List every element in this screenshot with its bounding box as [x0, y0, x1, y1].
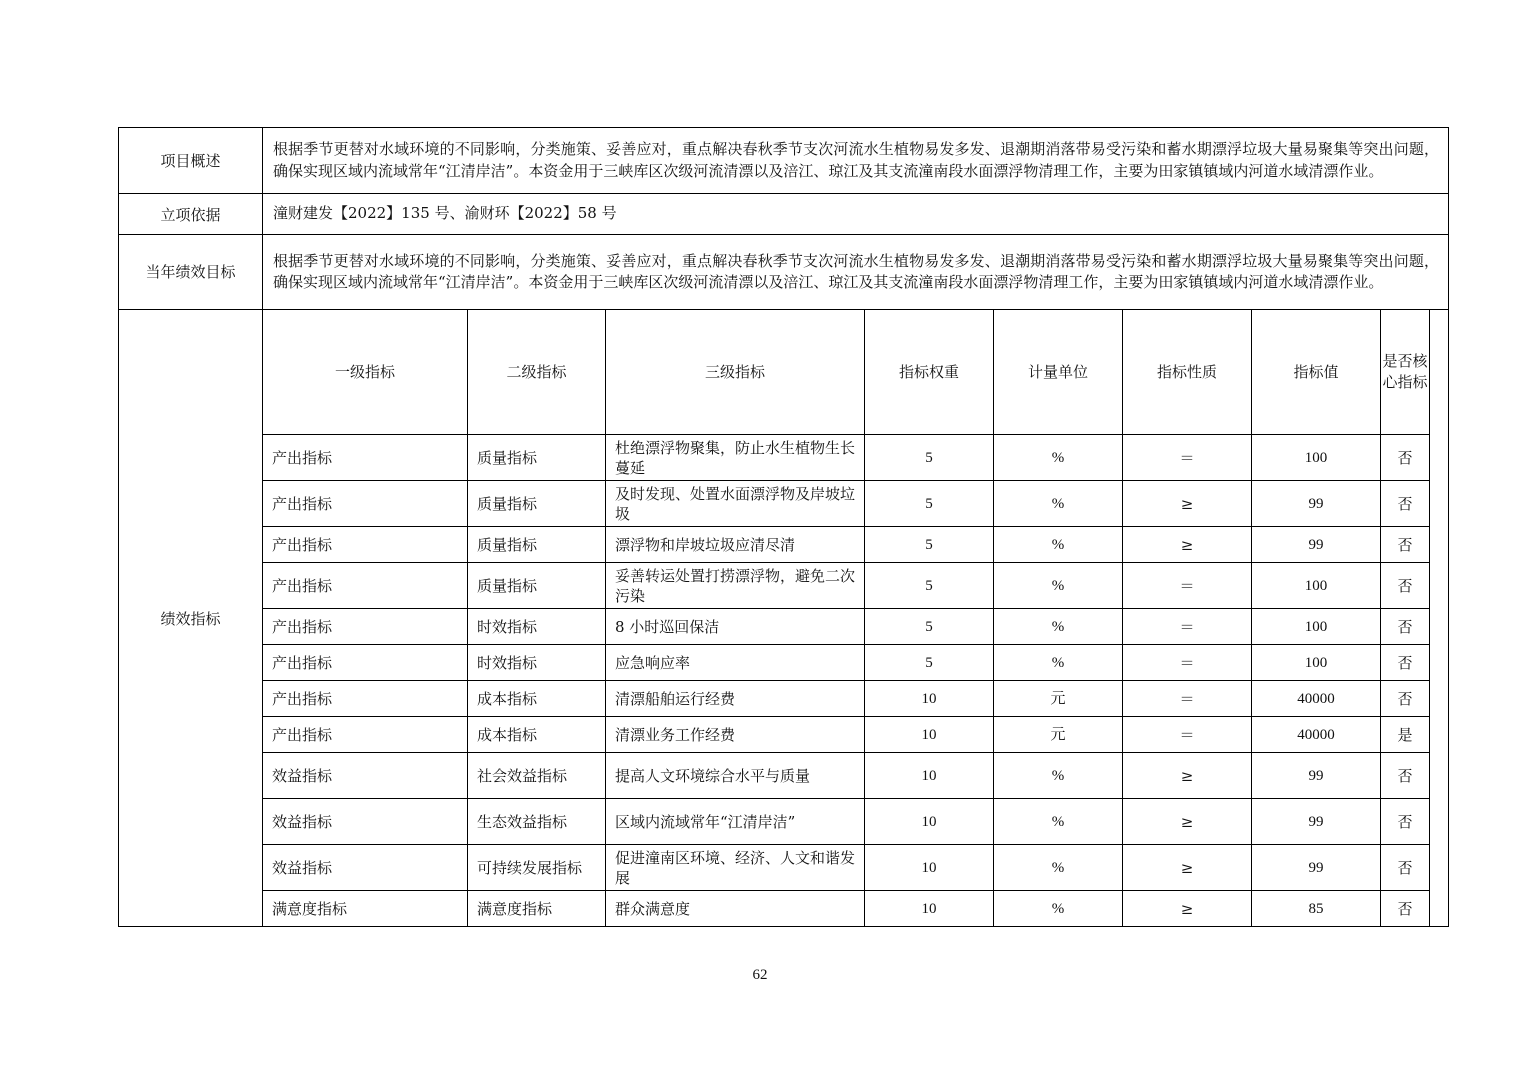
- table-row: [263, 481, 1430, 527]
- metrics-table: [262, 309, 1430, 927]
- unit-cell: %: [994, 563, 1123, 609]
- level2-cell: 可持续发展指标: [468, 845, 606, 891]
- unit-cell: 元: [994, 681, 1123, 717]
- core-cell: 是: [1381, 717, 1430, 753]
- basis-row: [119, 194, 1449, 235]
- nature-cell: ≥: [1123, 799, 1252, 845]
- core-cell: 否: [1381, 681, 1430, 717]
- metrics-body: [263, 435, 1430, 927]
- core-cell: 否: [1381, 435, 1430, 481]
- core-cell: 否: [1381, 609, 1430, 645]
- level1-cell: 产出指标: [263, 681, 468, 717]
- core-cell: 否: [1381, 845, 1430, 891]
- weight-cell: 10: [865, 845, 994, 891]
- level3-cell: 促进潼南区环境、经济、人文和谐发展: [606, 845, 865, 891]
- goal-label: 当年绩效目标: [119, 235, 263, 310]
- table-row: [263, 527, 1430, 563]
- value-cell: 100: [1252, 609, 1381, 645]
- value-cell: 100: [1252, 645, 1381, 681]
- weight-cell: 10: [865, 681, 994, 717]
- unit-cell: %: [994, 527, 1123, 563]
- page-number: 62: [752, 967, 768, 983]
- level2-cell: 成本指标: [468, 681, 606, 717]
- header-weight: 指标权重: [865, 310, 994, 435]
- header-core: 是否核心指标: [1381, 310, 1430, 435]
- unit-cell: %: [994, 891, 1123, 927]
- table-row: [263, 753, 1430, 799]
- level1-cell: 产出指标: [263, 563, 468, 609]
- level2-cell: 社会效益指标: [468, 753, 606, 799]
- weight-cell: 10: [865, 799, 994, 845]
- core-cell: 否: [1381, 645, 1430, 681]
- level2-cell: 成本指标: [468, 717, 606, 753]
- nature-cell: ＝: [1123, 563, 1252, 609]
- overview-text: 根据季节更替对水域环境的不同影响，分类施策、妥善应对，重点解决春秋季节支次河流水生植物易发多发、退潮期消落带易受污染和蓄水期漂浮垃圾大量易聚集等突出问题，确保实现区域内流域常年“江清岸洁”。本资金用于三峡库区次级河流清漂以及涪江、琼江及其支流潼南段水面漂浮物清理工作，主要为田家镇镇域内河道水域清漂作业。: [263, 128, 1449, 194]
- table-row: [263, 799, 1430, 845]
- goal-text: 根据季节更替对水域环境的不同影响，分类施策、妥善应对，重点解决春秋季节支次河流水生植物易发多发、退潮期消落带易受污染和蓄水期漂浮垃圾大量易聚集等突出问题，确保实现区域内流域常年“江清岸洁”。本资金用于三峡库区次级河流清漂以及涪江、琼江及其支流潼南段水面漂浮物清理工作，主要为田家镇镇域内河道水域清漂作业。: [263, 235, 1449, 310]
- value-cell: 40000: [1252, 717, 1381, 753]
- unit-cell: 元: [994, 717, 1123, 753]
- nature-cell: ≥: [1123, 527, 1252, 563]
- nature-cell: ≥: [1123, 845, 1252, 891]
- unit-cell: %: [994, 435, 1123, 481]
- nature-cell: ≥: [1123, 481, 1252, 527]
- level2-cell: 生态效益指标: [468, 799, 606, 845]
- nature-cell: ＝: [1123, 435, 1252, 481]
- level2-cell: 时效指标: [468, 609, 606, 645]
- level2-cell: 时效指标: [468, 645, 606, 681]
- metrics-cell: [263, 310, 1449, 927]
- unit-cell: %: [994, 645, 1123, 681]
- nature-cell: ＝: [1123, 645, 1252, 681]
- header-level3: 三级指标: [606, 310, 865, 435]
- core-cell: 否: [1381, 527, 1430, 563]
- weight-cell: 5: [865, 563, 994, 609]
- value-cell: 40000: [1252, 681, 1381, 717]
- goal-row: [119, 235, 1449, 310]
- metrics-header-row: [263, 310, 1430, 435]
- weight-cell: 5: [865, 435, 994, 481]
- nature-cell: ＝: [1123, 717, 1252, 753]
- level3-cell: 妥善转运处置打捞漂浮物，避免二次污染: [606, 563, 865, 609]
- value-cell: 99: [1252, 527, 1381, 563]
- level2-cell: 质量指标: [468, 563, 606, 609]
- level2-cell: 满意度指标: [468, 891, 606, 927]
- header-level2: 二级指标: [468, 310, 606, 435]
- level3-cell: 区域内流域常年“江清岸洁”: [606, 799, 865, 845]
- weight-cell: 5: [865, 645, 994, 681]
- weight-cell: 10: [865, 717, 994, 753]
- level3-cell: 漂浮物和岸坡垃圾应清尽清: [606, 527, 865, 563]
- weight-cell: 10: [865, 753, 994, 799]
- unit-cell: %: [994, 481, 1123, 527]
- level1-cell: 效益指标: [263, 845, 468, 891]
- table-row: [263, 681, 1430, 717]
- nature-cell: ≥: [1123, 753, 1252, 799]
- unit-cell: %: [994, 845, 1123, 891]
- value-cell: 99: [1252, 481, 1381, 527]
- level3-cell: 及时发现、处置水面漂浮物及岸坡垃圾: [606, 481, 865, 527]
- header-unit: 计量单位: [994, 310, 1123, 435]
- core-cell: 否: [1381, 481, 1430, 527]
- value-cell: 99: [1252, 845, 1381, 891]
- weight-cell: 10: [865, 891, 994, 927]
- level3-cell: 应急响应率: [606, 645, 865, 681]
- value-cell: 99: [1252, 753, 1381, 799]
- table-row: [263, 563, 1430, 609]
- level1-cell: 产出指标: [263, 527, 468, 563]
- basis-label: 立项依据: [119, 194, 263, 235]
- value-cell: 85: [1252, 891, 1381, 927]
- core-cell: 否: [1381, 753, 1430, 799]
- level3-cell: 清漂业务工作经费: [606, 717, 865, 753]
- value-cell: 100: [1252, 563, 1381, 609]
- overview-label: 项目概述: [119, 128, 263, 194]
- value-cell: 99: [1252, 799, 1381, 845]
- level3-cell: 群众满意度: [606, 891, 865, 927]
- unit-cell: %: [994, 753, 1123, 799]
- level3-cell: 8 小时巡回保洁: [606, 609, 865, 645]
- level1-cell: 产出指标: [263, 609, 468, 645]
- level3-cell: 清漂船舶运行经费: [606, 681, 865, 717]
- weight-cell: 5: [865, 527, 994, 563]
- header-level1: 一级指标: [263, 310, 468, 435]
- core-cell: 否: [1381, 563, 1430, 609]
- unit-cell: %: [994, 609, 1123, 645]
- header-nature: 指标性质: [1123, 310, 1252, 435]
- level1-cell: 效益指标: [263, 753, 468, 799]
- core-cell: 否: [1381, 799, 1430, 845]
- level2-cell: 质量指标: [468, 527, 606, 563]
- weight-cell: 5: [865, 609, 994, 645]
- header-value: 指标值: [1252, 310, 1381, 435]
- unit-cell: %: [994, 799, 1123, 845]
- level3-cell: 杜绝漂浮物聚集，防止水生植物生长蔓延: [606, 435, 865, 481]
- table-row: [263, 717, 1430, 753]
- nature-cell: ≥: [1123, 891, 1252, 927]
- basis-text: 潼财建发【2022】135 号、渝财环【2022】58 号: [263, 194, 1449, 235]
- table-row: [263, 845, 1430, 891]
- table-row: [263, 645, 1430, 681]
- nature-cell: ＝: [1123, 681, 1252, 717]
- weight-cell: 5: [865, 481, 994, 527]
- level1-cell: 产出指标: [263, 435, 468, 481]
- level1-cell: 产出指标: [263, 645, 468, 681]
- metrics-row: [119, 310, 1449, 927]
- table-row: [263, 609, 1430, 645]
- metrics-label: 绩效指标: [119, 310, 263, 927]
- level2-cell: 质量指标: [468, 481, 606, 527]
- table-row: [263, 435, 1430, 481]
- value-cell: 100: [1252, 435, 1381, 481]
- level1-cell: 满意度指标: [263, 891, 468, 927]
- level3-cell: 提高人文环境综合水平与质量: [606, 753, 865, 799]
- nature-cell: ＝: [1123, 609, 1252, 645]
- core-cell: 否: [1381, 891, 1430, 927]
- project-performance-table: [118, 127, 1449, 927]
- level1-cell: 效益指标: [263, 799, 468, 845]
- level1-cell: 产出指标: [263, 481, 468, 527]
- table-row: [263, 891, 1430, 927]
- overview-row: [119, 128, 1449, 194]
- level1-cell: 产出指标: [263, 717, 468, 753]
- level2-cell: 质量指标: [468, 435, 606, 481]
